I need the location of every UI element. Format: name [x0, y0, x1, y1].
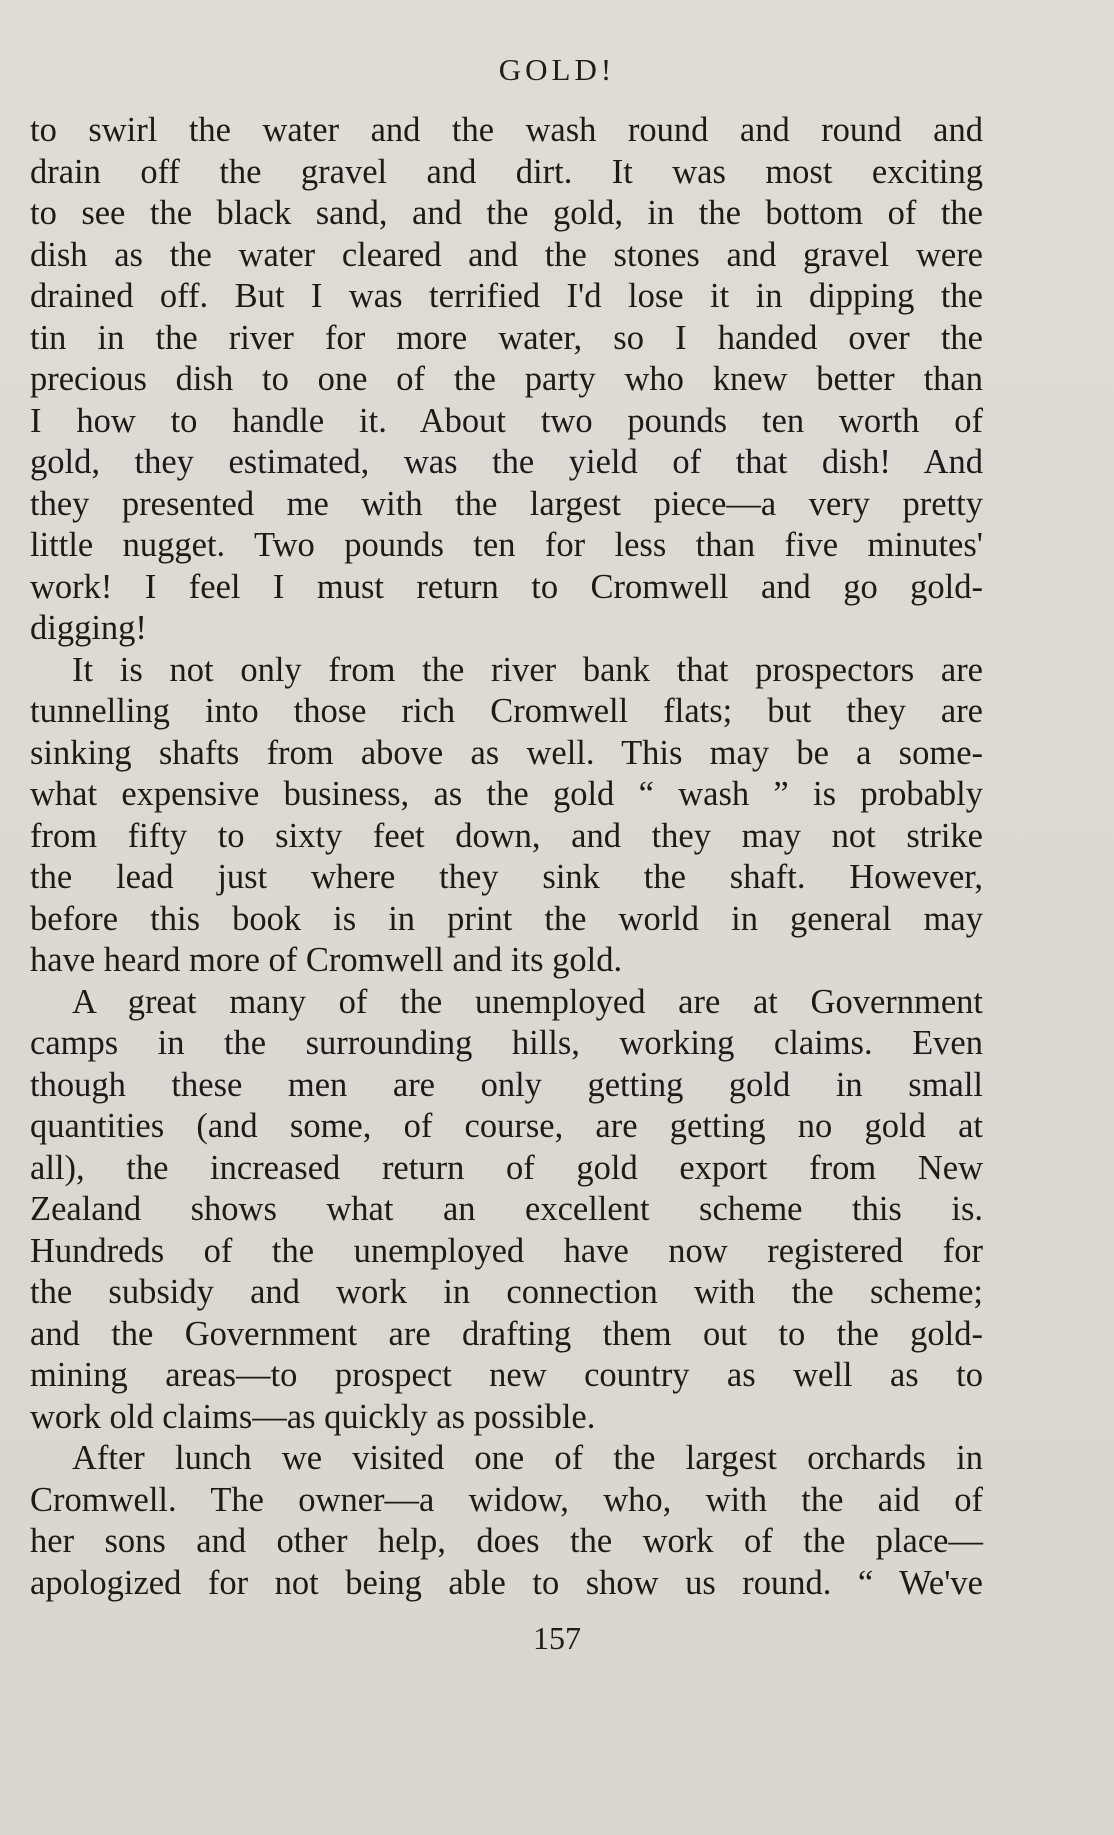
text-line: mining areas—to prospect new country as well as to	[30, 1356, 983, 1394]
text-line: little nugget. Two pounds ten for less than five minutes'	[30, 526, 983, 564]
running-title: GOLD!	[498, 52, 616, 87]
text-line: sinking shafts from above as well. This may be a some-	[30, 733, 983, 772]
text-line: precious dish to one of the party who knew better than	[30, 360, 983, 398]
text-line: have heard more of Cromwell and its gold.	[30, 941, 623, 979]
paragraph-1	[30, 110, 983, 650]
text-line: her sons and other help, does the work of the place—	[30, 1522, 983, 1560]
text-line: though these men are only getting gold in small	[30, 1065, 983, 1104]
text-line: what expensive business, as the gold “ wash ” is probably	[30, 775, 983, 813]
text-line: quantities (and some, of course, are getting no gold at	[30, 1107, 983, 1145]
text-line: all), the increased return of gold export from New	[30, 1148, 983, 1187]
text-line: work! I feel I must return to Cromwell and go gold-	[30, 567, 983, 606]
paragraph-2	[30, 650, 983, 982]
text-line: drained off. But I was terrified I'd lose it in dipping the	[30, 277, 983, 315]
paragraph-4	[30, 1438, 983, 1604]
page-number: 157	[533, 1620, 581, 1656]
text-line: before this book is in print the world in general may	[30, 899, 983, 938]
text-line: apologized for not being able to show us round. “ We've	[30, 1563, 983, 1602]
text-line: I how to handle it. About two pounds ten worth of	[30, 401, 983, 440]
text-line: to see the black sand, and the gold, in the bottom of the	[30, 194, 983, 232]
text-line: the subsidy and work in connection with the scheme;	[30, 1273, 983, 1311]
text-line: and the Government are drafting them out to the gold-	[30, 1314, 983, 1353]
text-line: the lead just where they sink the shaft. However,	[30, 858, 983, 896]
paragraph-3	[30, 982, 983, 1439]
text-line: digging!	[30, 609, 147, 647]
text-line: Cromwell. The owner—a widow, who, with the aid of	[30, 1480, 983, 1519]
text-line: to swirl the water and the wash round and round and	[30, 111, 983, 149]
text-line: Hundreds of the unemployed have now registered for	[30, 1231, 983, 1270]
text-line: A great many of the unemployed are at Government	[72, 982, 983, 1021]
text-line: tunnelling into those rich Cromwell flats; but they are	[30, 692, 983, 730]
text-line: It is not only from the river bank that prospectors are	[72, 650, 983, 689]
text-line: tin in the river for more water, so I handed over the	[30, 318, 983, 357]
body-text	[30, 110, 983, 1604]
text-line: Zealand shows what an excellent scheme this is.	[30, 1190, 983, 1228]
text-line: gold, they estimated, was the yield of that dish! And	[30, 443, 983, 481]
text-line: they presented me with the largest piece—a very pretty	[30, 484, 983, 523]
text-line: work old claims—as quickly as possible.	[30, 1397, 596, 1436]
text-line: camps in the surrounding hills, working claims. Even	[30, 1024, 983, 1062]
text-line: drain off the gravel and dirt. It was most exciting	[30, 152, 983, 191]
text-line: from fifty to sixty feet down, and they may not strike	[30, 816, 983, 855]
text-line: dish as the water cleared and the stones and gravel were	[30, 235, 983, 274]
text-line: After lunch we visited one of the largest orchards in	[72, 1439, 983, 1477]
